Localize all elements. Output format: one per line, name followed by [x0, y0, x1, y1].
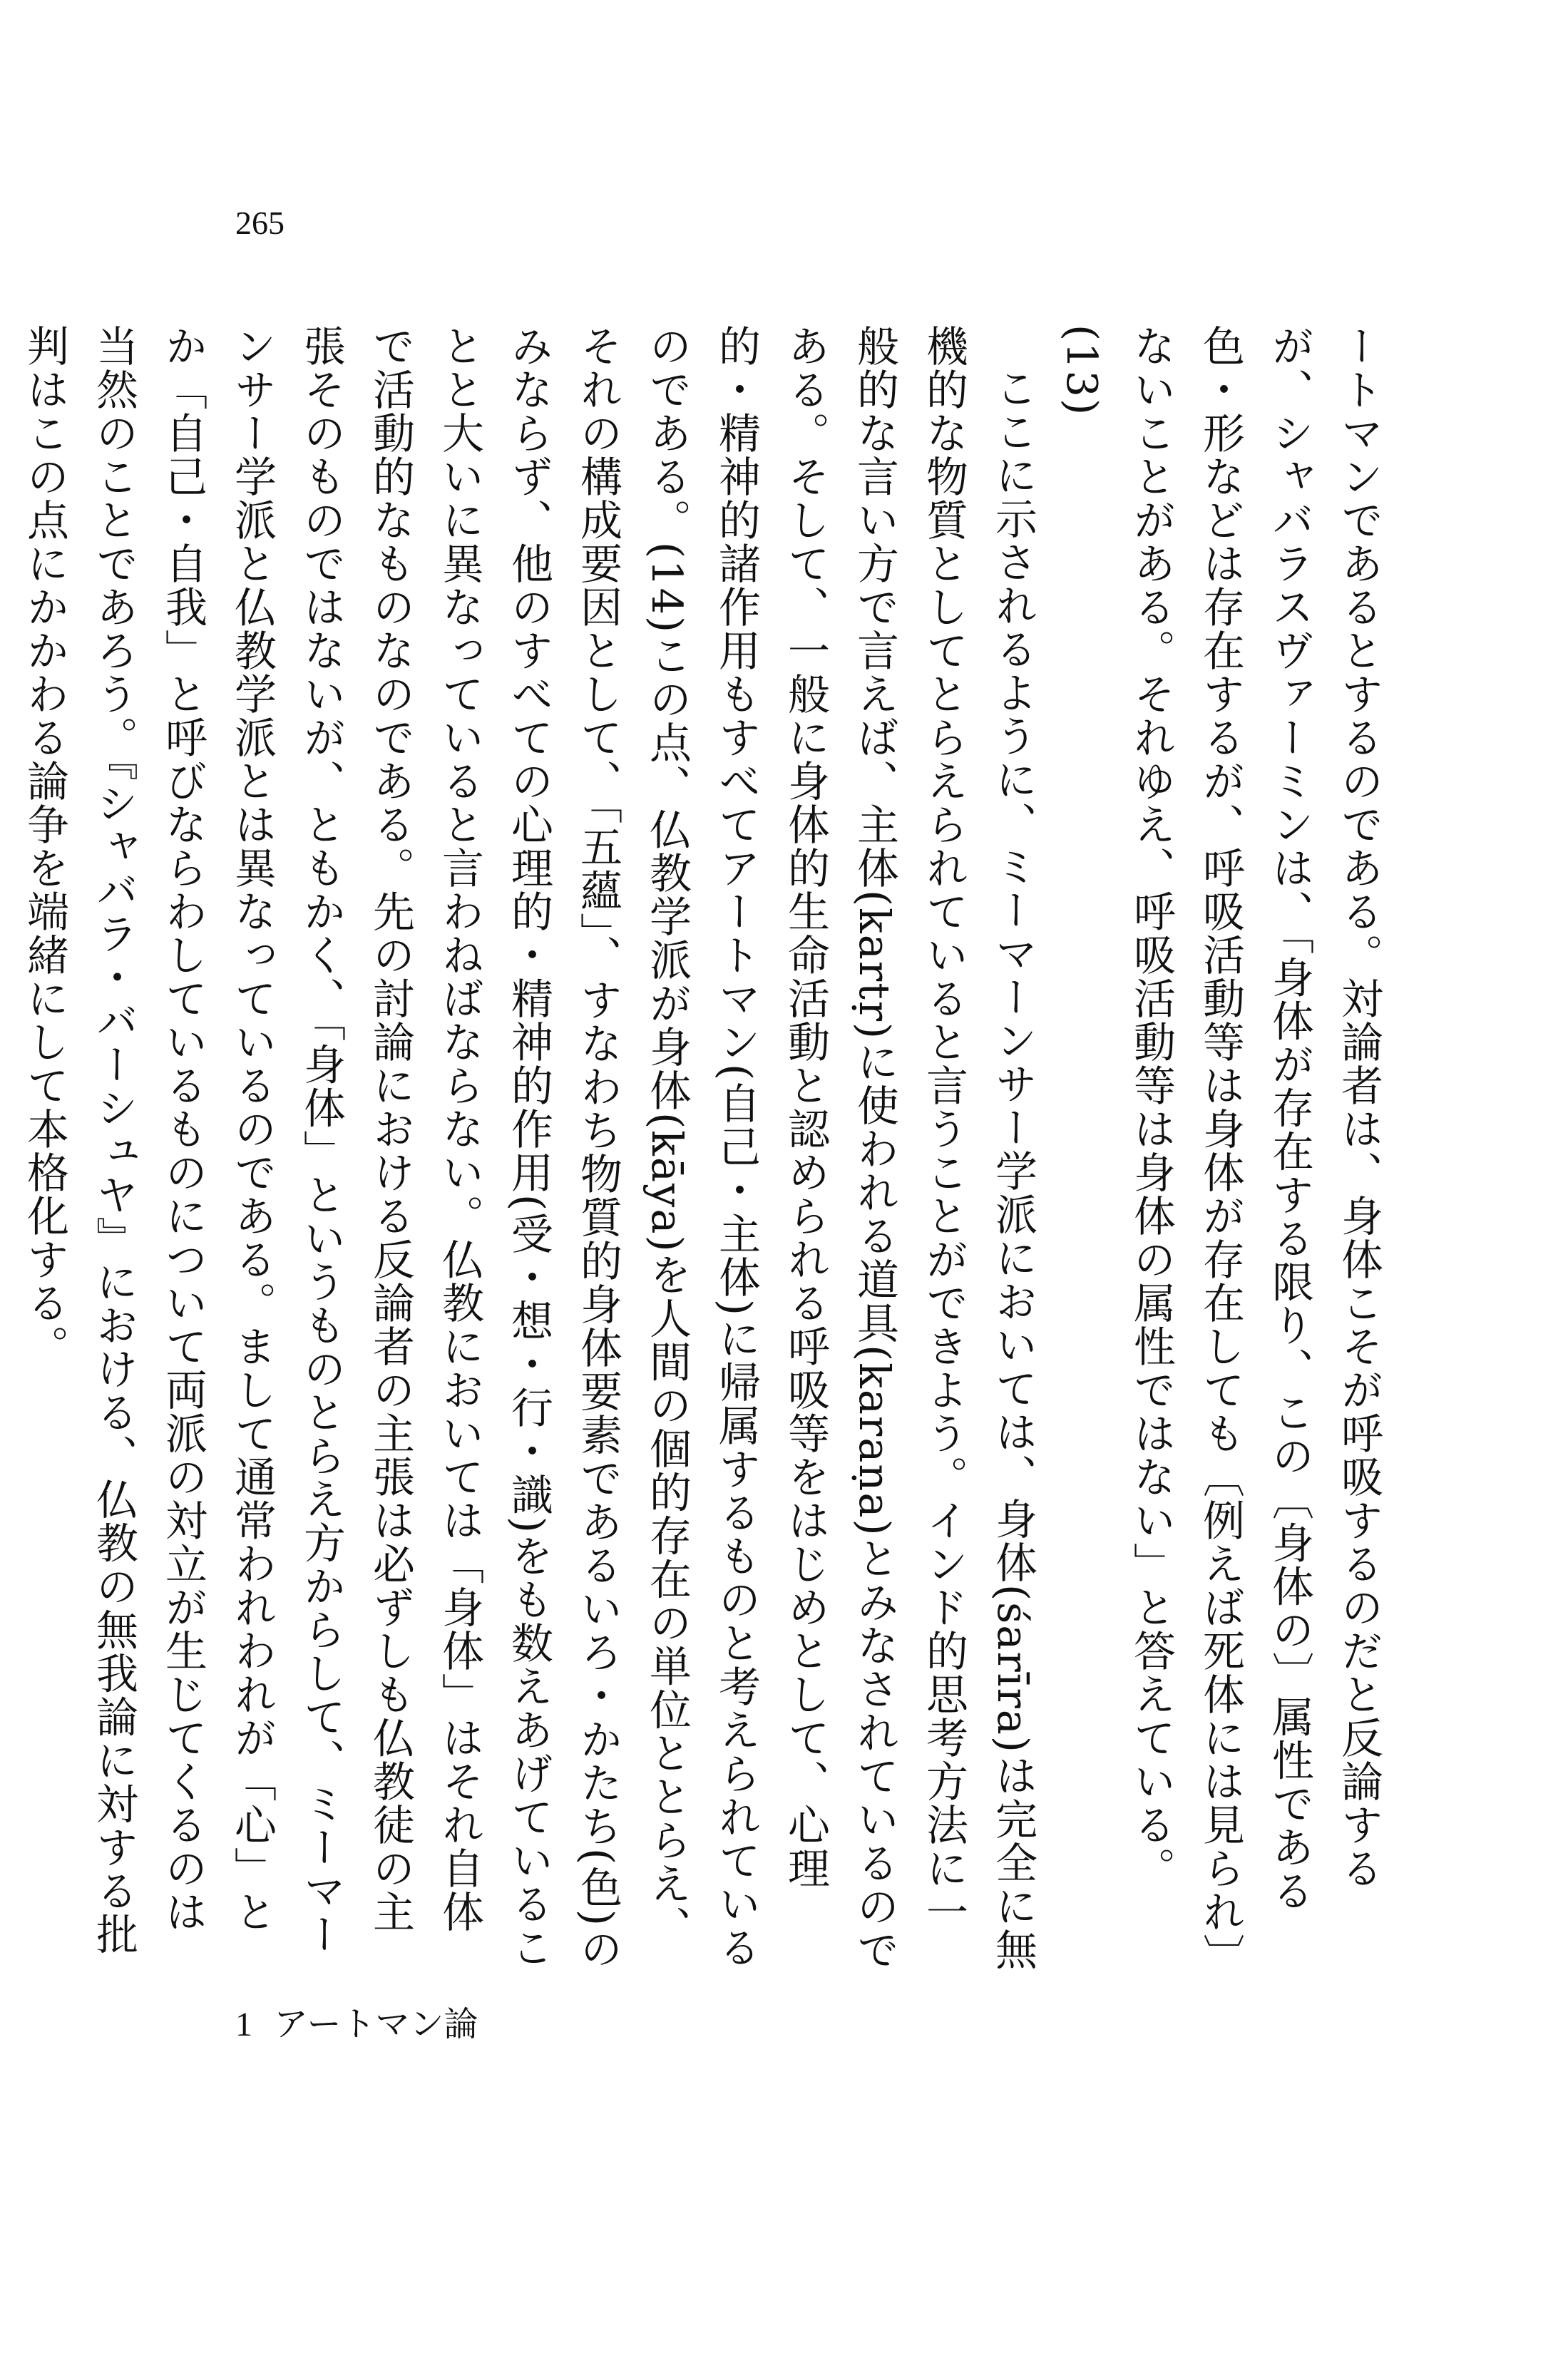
paragraph-1: ートマンであるとするのである。対論者は、身体こそが呼吸するのだと反論するが、シャバラスヴァーミンは、「身体が存在する限り、この〔身体の〕属性である色・形などは存在するが、呼吸活動等は身体が存在しても〔例えば死体には見られ〕ないことがある。それゆえ、呼吸活動等は身体の属性ではない」と答えている。(13): [1057, 324, 1383, 1956]
paragraph-3: [0, 324, 10, 1975]
page-number: 265: [235, 205, 285, 241]
chapter-number: 1: [235, 2006, 252, 2043]
chapter-title: アートマン論: [274, 2004, 478, 2044]
running-footer: [235, 2004, 478, 2044]
paragraph-2: ここに示されるように、ミーマーンサー学派においては、身体(śarīra)は完全に無機的な物質としてとらえられていると言うことができよう。インド的思考方法に一般的な言い方で言えば、主体(kartṛ)に使われる道具(karaṇa)とみなされているのである。そして、一般に身体的生命活動と認められる呼吸等をはじめとして、心理的・精神的諸作用もすべてアートマン(自己・主体)に帰属するものと考えられているのである。(14)この点、仏教学派が身体(kāya)を人間の個的存在の単位ととらえ、それの構成要因として、「五蘊」、すなわち物質的身体要素であるいろ・かたち(色)のみならず、他のすべての心理的・精神的作用(受・想・行・識)をも数えあげていることと大いに異なっていると言わねばならない。仏教においては「身体」はそれ自体で活動的なものなのである。先の討論における反論者の主張は必ずしも仏教徒の主張そのものではないが、ともかく、「身体」というものとらえ方からして、ミーマーンサー学派と仏教学派とは異なっているのである。まして通常われわれが「心」とか「自己・自我」と呼びならわしているものについて両派の対立が生じてくるのは当然のことであろう。『シャバラ・バーシュヤ』における、仏教の無我論に対する批判はこの点にかかわる論争を端緒にして本格化する。: [20, 324, 1037, 1972]
body-text: [20, 324, 1393, 1975]
